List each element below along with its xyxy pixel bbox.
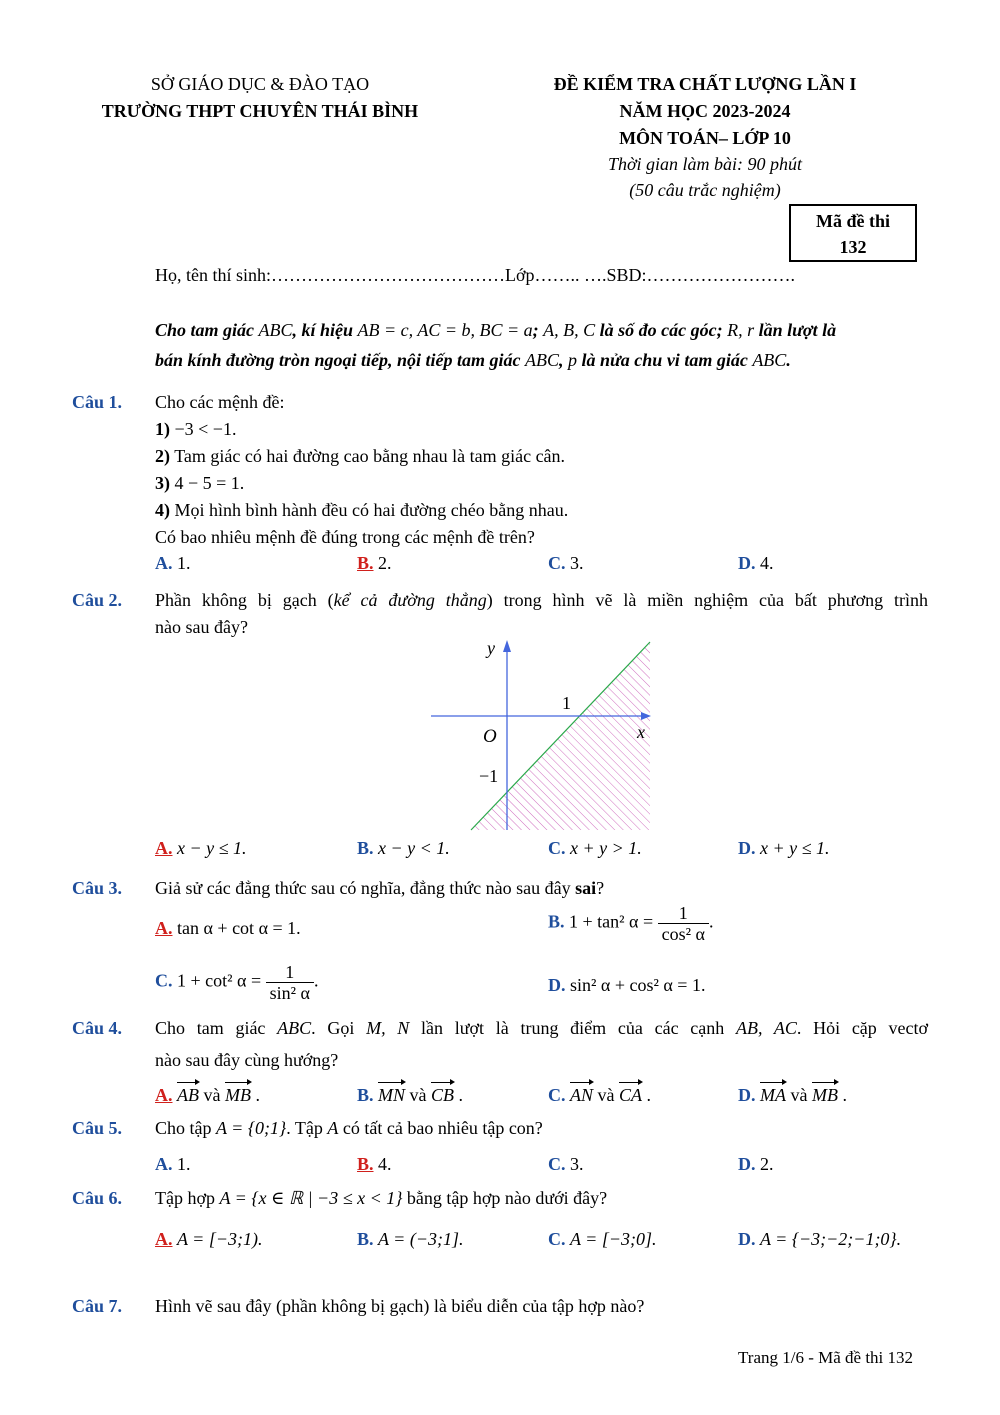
answer-option-d[interactable]: D. sin² α + cos² α = 1. (548, 975, 706, 995)
question-number: Câu 6. (72, 1188, 123, 1208)
student-info-line: Họ, tên thí sinh:…………………………………Lớp…….. ….SBD:……………………. (155, 265, 796, 285)
y-axis-arrow (503, 640, 511, 652)
answer-option-c[interactable]: C. 3. (548, 1154, 584, 1174)
question-text: Cho các mệnh đề: (155, 392, 285, 412)
school-year: NĂM HỌC 2023-2024 (619, 101, 791, 121)
intro-line-2: bán kính đường tròn ngoại tiếp, nội tiếp tam giác ABC, p là nửa chu vi tam giác ABC. (155, 350, 791, 370)
question-number: Câu 3. (72, 878, 123, 898)
statement-item: 1) −3 < −1. (155, 419, 237, 439)
subject: MÔN TOÁN– LỚP 10 (619, 128, 791, 148)
answer-option-b[interactable]: B. 2. (357, 553, 392, 573)
question-ask: Có bao nhiêu mệnh đề đúng trong các mệnh đề trên? (155, 527, 535, 547)
x-axis-label: x (637, 722, 645, 742)
answer-option-d[interactable]: D. A = {−3;−2;−1;0}. (738, 1229, 902, 1249)
exam-time: Thời gian làm bài: 90 phút (607, 154, 803, 174)
question-number: Câu 7. (72, 1296, 123, 1316)
y-axis-label: y (487, 638, 495, 658)
inequality-graph (425, 632, 665, 837)
origin-label: O (483, 726, 497, 747)
department-name: SỞ GIÁO DỤC & ĐÀO TẠO (150, 74, 370, 94)
answer-option-a[interactable]: A. A = [−3;1). (155, 1229, 263, 1249)
answer-option-a[interactable]: A. tan α + cot α = 1. (155, 918, 301, 938)
page-footer: Trang 1/6 - Mã đề thi 132 (738, 1348, 914, 1367)
answer-option-b[interactable]: B. 1 + tan² α = $\frac{1}{\text{cos² α}}$ . (548, 903, 714, 944)
question-text: Cho tập A = {0;1}. Tập A có tất cả bao nhiêu tập con? (155, 1118, 543, 1138)
answer-option-b[interactable]: B. x − y < 1. (357, 838, 450, 858)
question-text: Cho tam giác ABC. Gọi M, N lần lượt là trung điểm của các cạnh AB, AC. Hỏi cặp vectơ (155, 1018, 929, 1038)
exam-code-label: Mã đề thi (816, 211, 890, 231)
question-text: Phần không bị gạch (kể cả đường thẳng) trong hình vẽ là miền nghiệm của bất phương trình (155, 590, 928, 610)
answer-option-c[interactable]: C. x + y > 1. (548, 838, 642, 858)
statement-item: 4) Mọi hình bình hành đều có hai đường chéo bằng nhau. (155, 500, 569, 520)
answer-option-c[interactable]: C. 1 + cot² α = $\frac{1}{\text{sin² α}}$ . (155, 962, 319, 1003)
answer-option-a[interactable]: A. AB và MB . (155, 1085, 260, 1105)
answer-option-c[interactable]: C. AN và CA . (548, 1085, 652, 1105)
question-number: Câu 5. (72, 1118, 123, 1138)
question-number: Câu 1. (72, 392, 123, 412)
question-number: Câu 4. (72, 1018, 123, 1038)
intro-line-1: Cho tam giác ABC, kí hiệu AB = c, AC = b, BC = a; A, B, C là số đo các góc; R, r lần lượt là (155, 320, 837, 340)
answer-option-c[interactable]: C. A = [−3;0]. (548, 1229, 657, 1249)
answer-option-b[interactable]: B. 4. (357, 1154, 392, 1174)
question-text: Giả sử các đẳng thức sau có nghĩa, đẳng thức nào sau đây sai? (155, 878, 605, 898)
answer-option-b[interactable]: B. MN và CB . (357, 1085, 464, 1105)
exam-code-value: 132 (839, 237, 867, 257)
question-text-cont: nào sau đây cùng hướng? (155, 1050, 339, 1070)
answer-option-d[interactable]: D. x + y ≤ 1. (738, 838, 830, 858)
answer-option-d[interactable]: D. 4. (738, 553, 774, 573)
question-text-cont: nào sau đây? (155, 617, 248, 637)
answer-option-a[interactable]: A. 1. (155, 553, 191, 573)
answer-option-d[interactable]: D. MA và MB . (738, 1085, 847, 1105)
question-text: Tập hợp A = {x ∈ ℝ | −3 ≤ x < 1} bằng tập hợp nào dưới đây? (155, 1188, 608, 1208)
school-name: TRƯỜNG THPT CHUYÊN THÁI BÌNH (101, 101, 419, 121)
answer-option-a[interactable]: A. 1. (155, 1154, 191, 1174)
answer-option-a[interactable]: A. x − y ≤ 1. (155, 838, 247, 858)
answer-option-d[interactable]: D. 2. (738, 1154, 774, 1174)
statement-item: 2) Tam giác có hai đường cao bằng nhau là tam giác cân. (155, 446, 566, 466)
statement-item: 3) 4 − 5 = 1. (155, 473, 245, 493)
exam-code-box (789, 204, 917, 262)
question-number: Câu 2. (72, 590, 123, 610)
x-intercept-label: 1 (562, 693, 571, 713)
exam-title: ĐỀ KIỂM TRA CHẤT LƯỢNG LẦN I (553, 74, 857, 94)
question-text: Hình vẽ sau đây (phần không bị gạch) là biểu diễn của tập hợp nào? (155, 1296, 645, 1316)
question-count: (50 câu trắc nghiệm) (629, 180, 781, 200)
answer-option-c[interactable]: C. 3. (548, 553, 584, 573)
answer-option-b[interactable]: B. A = (−3;1]. (357, 1229, 464, 1249)
y-intercept-label: −1 (479, 766, 499, 786)
